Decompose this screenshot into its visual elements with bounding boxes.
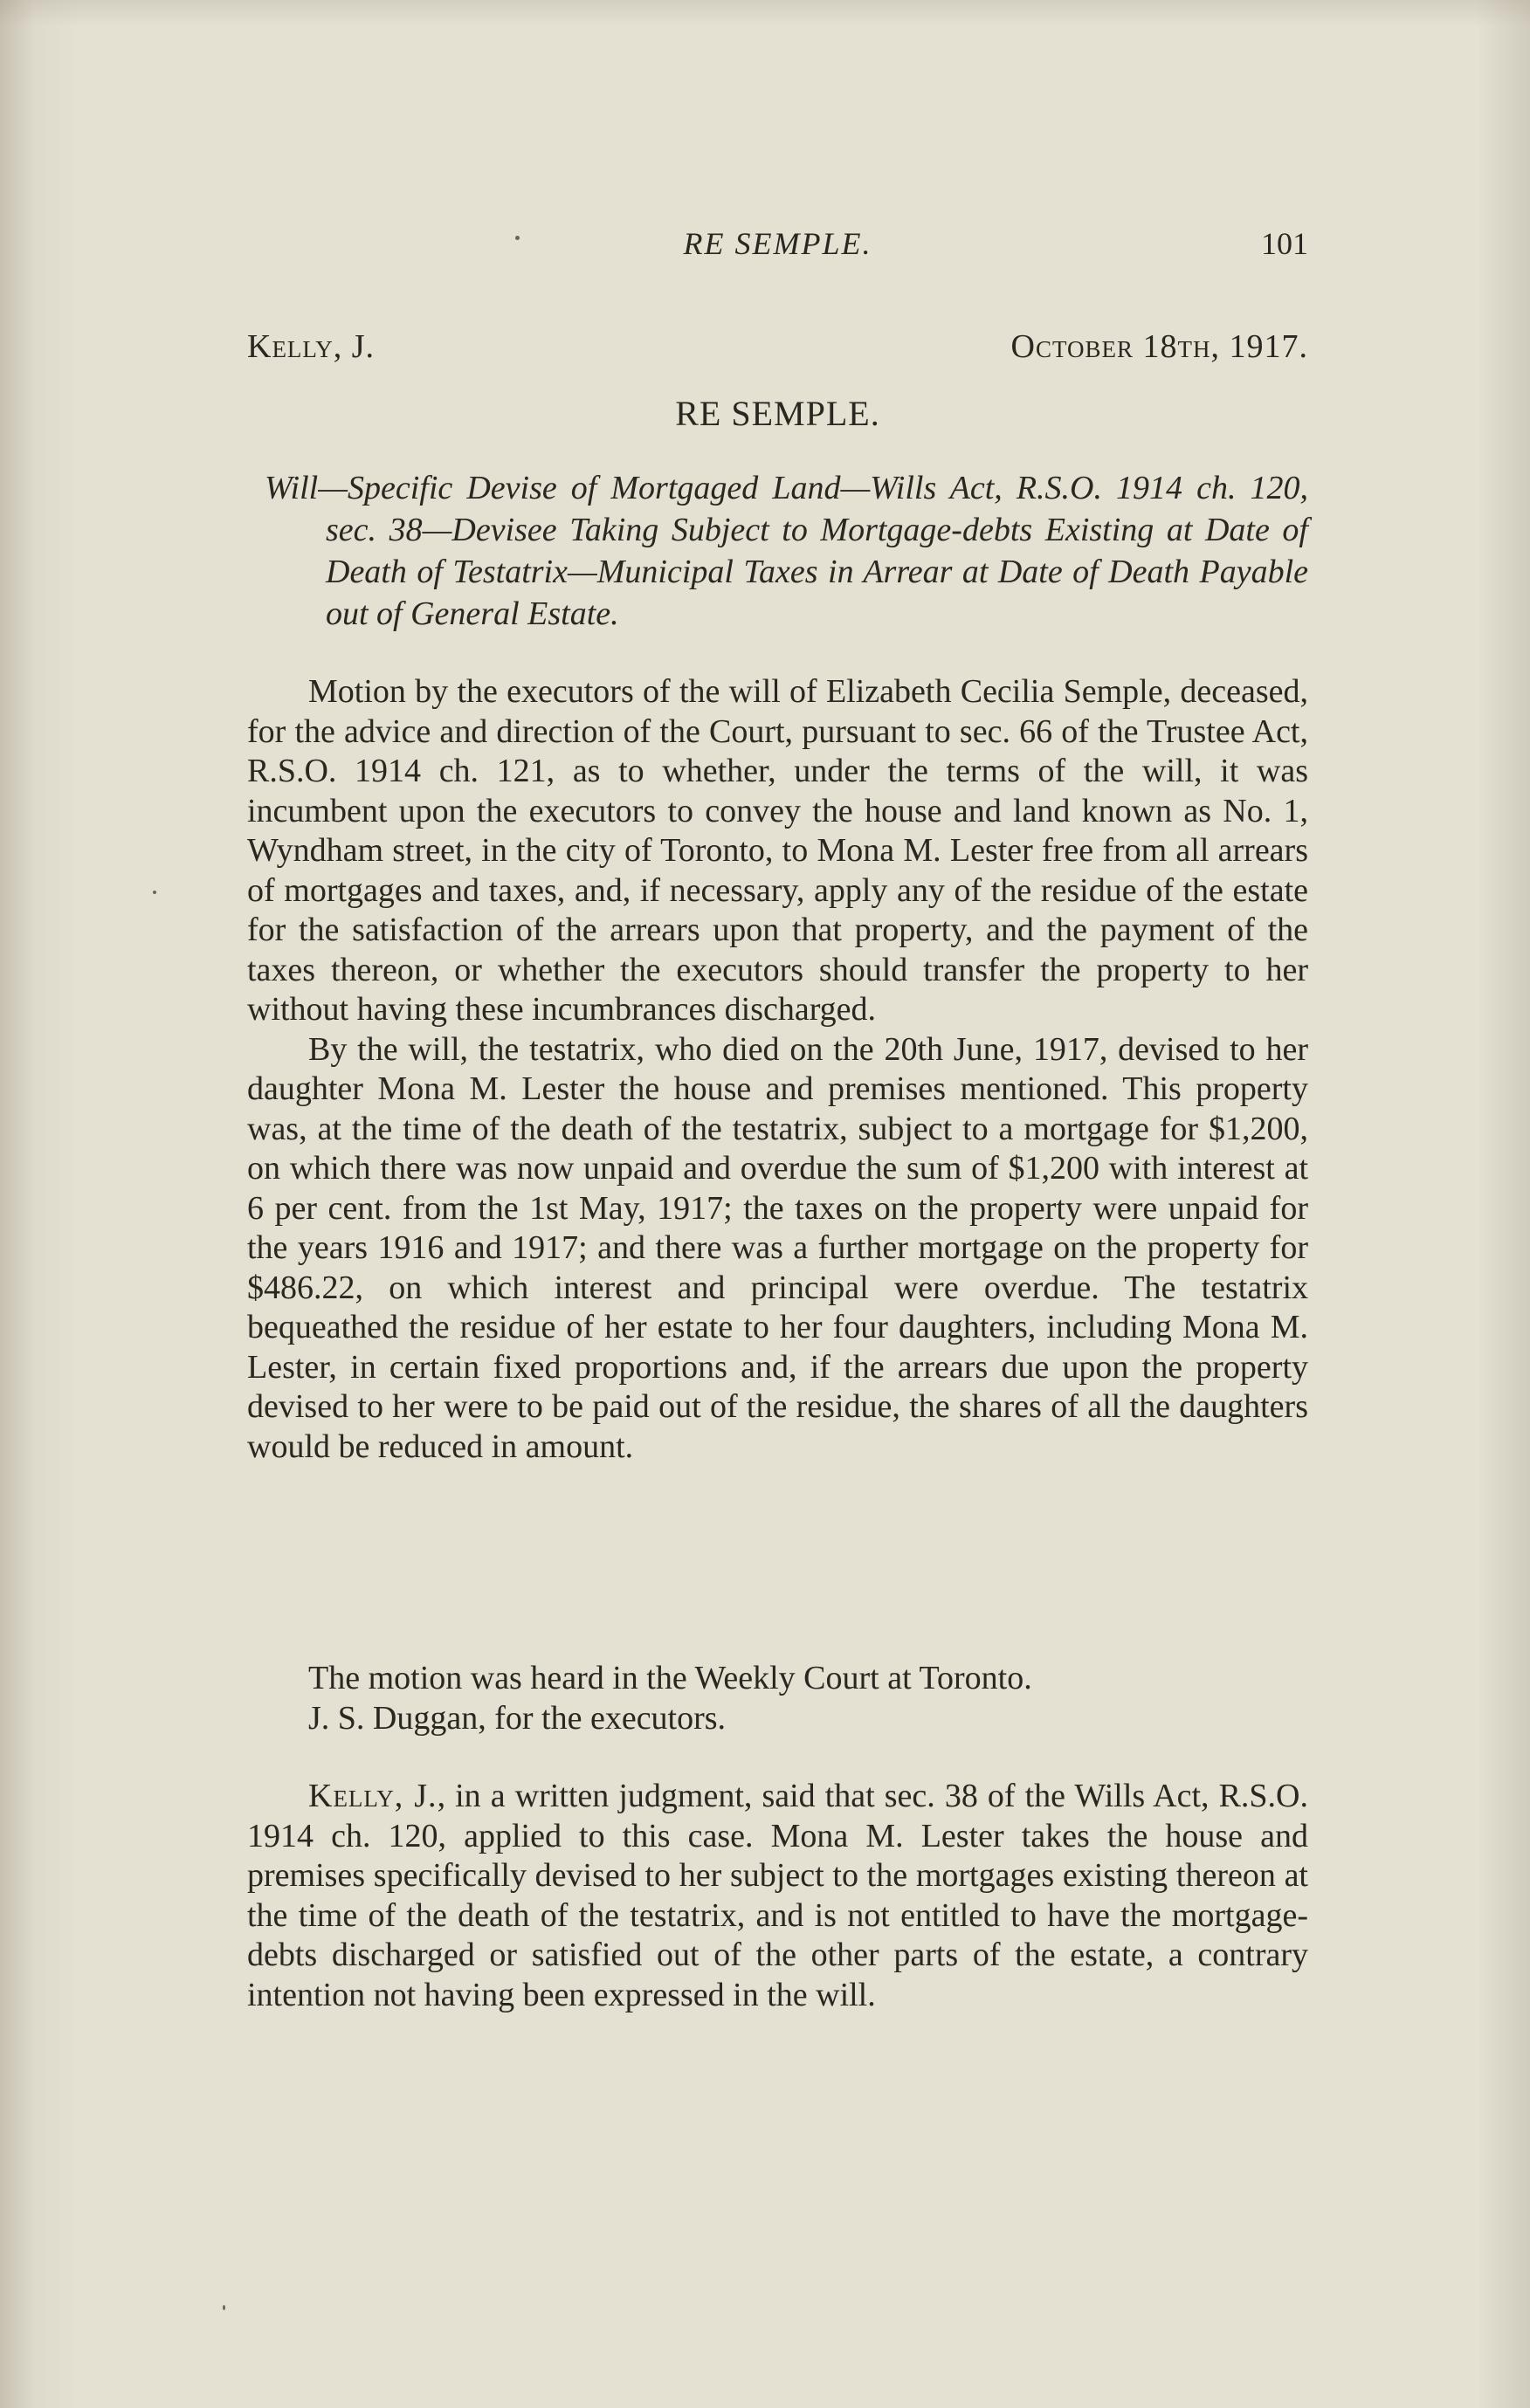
judgment-judge: Kelly, J. (308, 1778, 438, 1814)
headnote: Will—Specific Devise of Mortgaged Land—Wills Act, R.S.O. 1914 ch. 120, sec. 38—Devisee Taking Subject to Mortgage-debts Existing at Date of Death of Testatrix—Municipal Taxes in Arrear at Date of Death Payable out of General Estate. (265, 470, 1308, 632)
byline (247, 327, 1308, 380)
judge-name: Kelly, J. (247, 328, 376, 365)
facts-paragraph: By the will, the testatrix, who died on the 20th June, 1917, devised to her daughter Mona M. Lester the house and premises mentioned. This property was, at the time of the death of the testatrix, subject to a mortgage for $1,200, on which there was now unpaid and overdue the sum of $1,200 with interest at 6 per cent. from the 1st May, 1917; the taxes on the property were unpaid for the years 1916 and 1917; and there was a further mortgage on the property for $486.22, on which interest and principal were overdue. The testatrix bequeathed the residue of her estate to her four daughters, including Mona M. Lester, in certain fixed proportions and, if the arrears due upon the property devised to her were to be paid out of the residue, the shares of all the daughters would be reduced in amount. (247, 1030, 1308, 1465)
judgment-paragraph (247, 1777, 1308, 2015)
judgment-text: , in a written judgment, said that sec. 38 of the Wills Act, R.S.O. 1914 ch. 120, applied to this case. Mona M. Lester takes the house and premises specifically devised to her subject to the mortgages existing thereon at the time of the death of the testatrix, and is not entitled to have the mortgage-debts discharged or satisfied out of the other parts of the estate, a contrary intention not having been expressed in the will. (247, 1778, 1308, 2013)
paper-speck (515, 236, 520, 240)
page-number: 101 (1261, 226, 1308, 261)
hearing-line: The motion was heard in the Weekly Court at Toronto. (308, 1660, 1032, 1696)
judgment-section (247, 1777, 1308, 2015)
case-title: RE SEMPLE. (675, 394, 880, 433)
counsel-line: J. S. Duggan, for the executors. (308, 1699, 727, 1737)
running-title: RE SEMPLE. (683, 226, 872, 261)
paper-speck (153, 891, 156, 894)
hearing-section (247, 1659, 1308, 1738)
judgment-date: October 18th, 1917. (1010, 328, 1308, 365)
page-header (247, 225, 1308, 278)
paper-speck (223, 2305, 225, 2310)
facts-paragraph: Motion by the executors of the will of Elizabeth Cecilia Semple, deceased, for the advice and direction of the Court, pursuant to sec. 66 of the Trustee Act, R.S.O. 1914 ch. 121, as to whether, under the terms of the will, it was incumbent upon the executors to convey the house and land known as No. 1, Wyndham street, in the city of Toronto, to Mona M. Lester free from all arrears of mortgages and taxes, and, if necessary, apply any of the residue of the estate for the satisfaction of the arrears upon that property, and the payment of the taxes thereon, or whether the executors should transfer the property to her without having these incumbrances discharged. (247, 673, 1308, 1028)
facts-section (247, 672, 1308, 1467)
